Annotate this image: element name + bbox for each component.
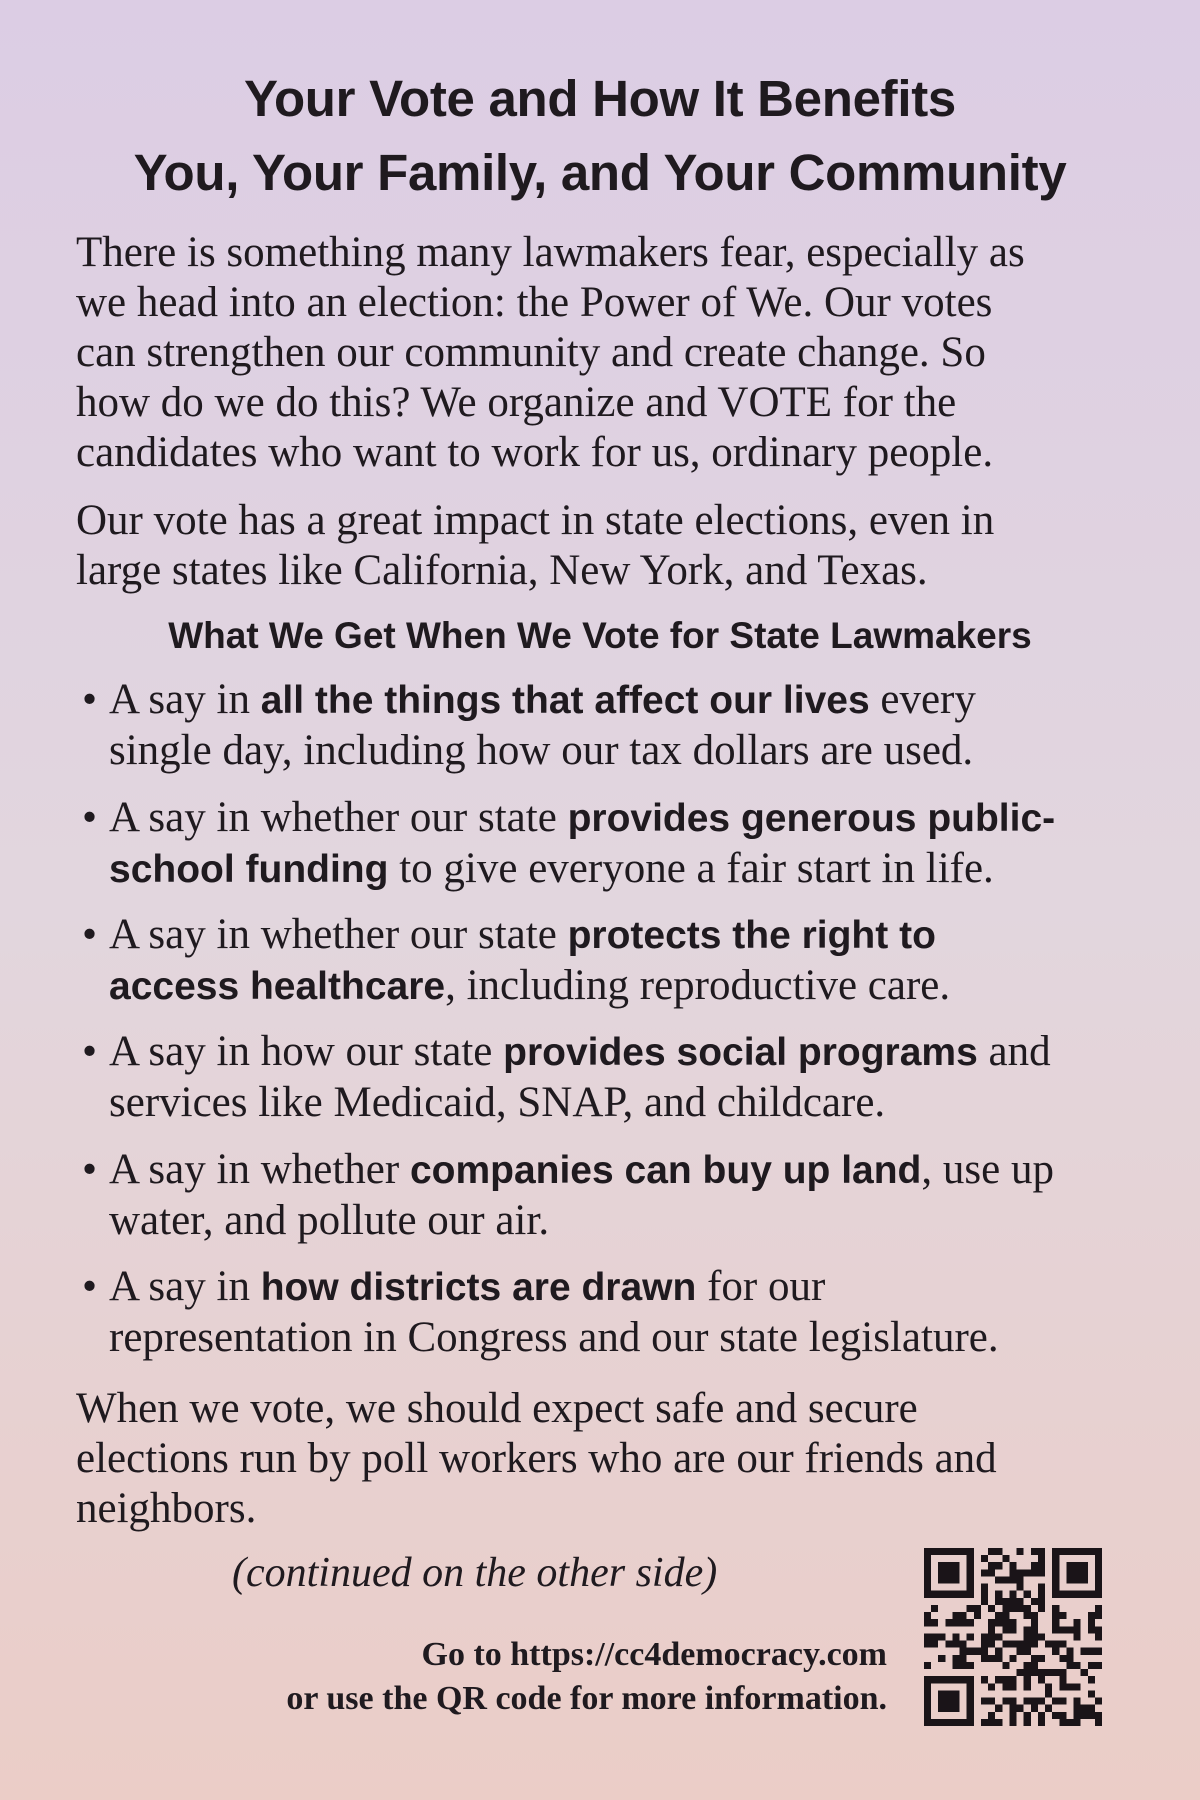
benefit-text: to give everyone a fair start in life. <box>388 845 994 892</box>
bullet-marker: • <box>82 911 98 958</box>
intro-line: how do we do this? We organize and VOTE for the <box>76 379 957 426</box>
page-title <box>0 62 1200 210</box>
benefit-text: , use up <box>921 1146 1054 1193</box>
benefit-text: , including reproductive care. <box>445 962 951 1009</box>
benefit-highlight: protects the right to <box>567 914 936 957</box>
footer-callout <box>286 1633 887 1721</box>
impact-line: Our vote has a great impact in state elections, even in <box>76 497 995 544</box>
benefit-text: A say in whether our state <box>109 794 568 841</box>
closing-line: When we vote, we should expect safe and secure <box>76 1385 918 1432</box>
closing-line: elections run by poll workers who are our friends and <box>76 1435 997 1482</box>
benefit-highlight: all the things that affect our lives <box>260 679 870 722</box>
closing-paragraph <box>76 1384 1176 1534</box>
benefit-highlight: access healthcare <box>109 965 446 1008</box>
intro-line: candidates who want to work for us, ordinary people. <box>76 429 994 476</box>
bullet-marker: • <box>82 1028 98 1075</box>
impact-paragraph <box>76 496 1176 596</box>
continued-note: (continued on the other side) <box>232 1550 718 1596</box>
title-line-1: Your Vote and How It Benefits <box>244 70 956 127</box>
benefit-text: every <box>869 676 976 723</box>
bullet-marker: • <box>82 794 98 841</box>
benefit-highlight: provides social programs <box>503 1031 978 1074</box>
benefit-text: A say in <box>109 1263 261 1310</box>
intro-line: There is something many lawmakers fear, especially as <box>76 229 1025 276</box>
benefit-highlight: companies can buy up land <box>409 1149 922 1192</box>
intro-line: can strengthen our community and create change. So <box>76 329 986 376</box>
bullet-marker: • <box>82 676 98 723</box>
bullet-marker: • <box>82 1146 98 1193</box>
benefit-text: single day, including how our tax dollars are used. <box>109 727 974 774</box>
impact-line: large states like California, New York, and Texas. <box>76 547 928 594</box>
intro-paragraph <box>76 228 1176 478</box>
benefit-highlight: provides generous public- <box>567 797 1056 840</box>
benefit-text: and <box>977 1028 1051 1075</box>
benefit-text: for our <box>696 1263 826 1310</box>
bullet-marker: • <box>82 1263 98 1310</box>
closing-line: neighbors. <box>76 1485 257 1532</box>
benefit-highlight: how districts are drawn <box>260 1266 697 1309</box>
footer-link-line[interactable]: Go to https://cc4democracy.com <box>421 1636 887 1673</box>
benefit-text: services like Medicaid, SNAP, and childcare. <box>109 1079 886 1126</box>
intro-line: we head into an election: the Power of We. Our votes <box>76 279 993 326</box>
benefit-text: A say in whether <box>109 1146 410 1193</box>
benefit-text: A say in how our state <box>109 1028 504 1075</box>
benefit-text: A say in whether our state <box>109 911 568 958</box>
benefit-text: water, and pollute our air. <box>109 1197 550 1244</box>
benefit-text: A say in <box>109 676 261 723</box>
footer-qr-line: or use the QR code for more information. <box>286 1680 887 1717</box>
qr-code-icon[interactable] <box>924 1548 1102 1726</box>
benefit-highlight: school funding <box>109 848 389 891</box>
section-heading: What We Get When We Vote for State Lawmakers <box>168 615 1032 656</box>
benefit-text: representation in Congress and our state legislature. <box>109 1314 999 1361</box>
title-line-2: You, Your Family, and Your Community <box>133 144 1067 201</box>
